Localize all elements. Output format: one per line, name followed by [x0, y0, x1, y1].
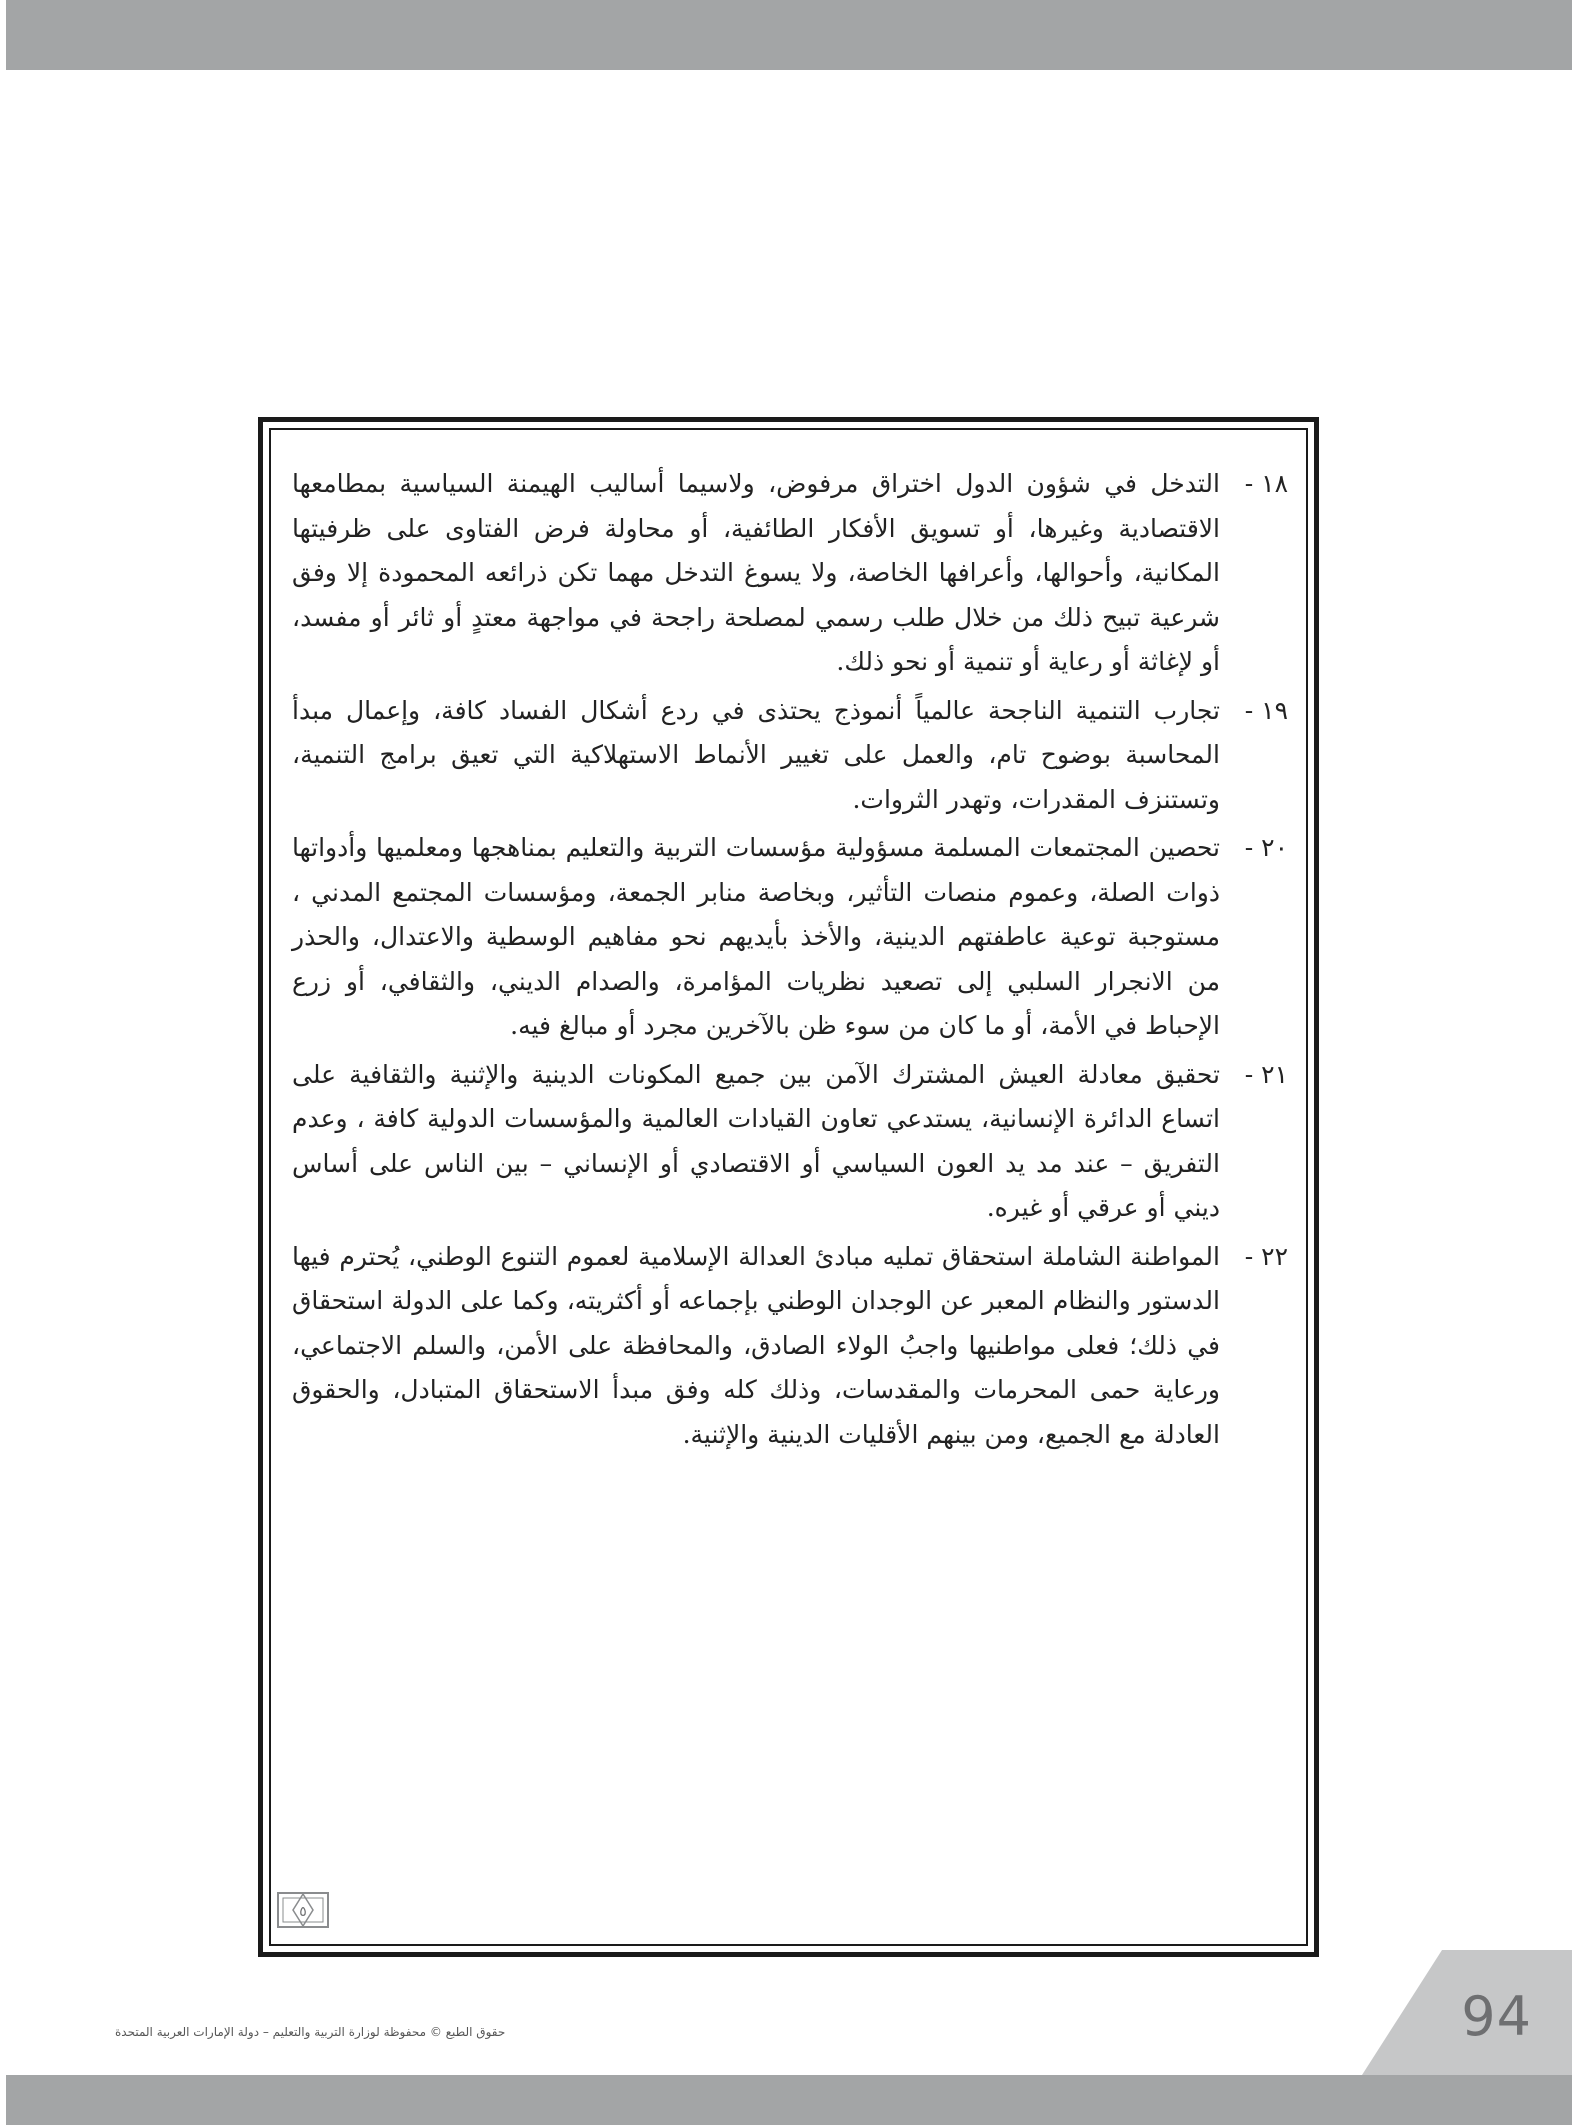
- item-number: ١٨ -: [1244, 469, 1288, 498]
- item-text: تحصين المجتمعات المسلمة مسؤولية مؤسسات التربية والتعليم بمناهجها ومعلميها وأدواتها ذوات الصلة، وعموم منصات التأثير، وبخاصة منابر الجمعة، ومؤسسات المجتمع المدني ، مستوجبة توعية عاطفتهم الدينية، والأخذ بأيديهم نحو مفاهيم الوسطية والاعتدال، والحذر من الانجرار السلبي إلى تصعيد نظريات المؤامرة، والصدام الديني، والثقافي، أو زرع الإحباط في الأمة، أو ما كان من سوء ظن بالآخرين مجرد أو مبالغ فيه.: [292, 833, 1220, 1040]
- ornament-glyph: ٥: [299, 1904, 307, 1920]
- top-header-bar: [6, 0, 1572, 70]
- list-item-22: [292, 1235, 1288, 1458]
- list-item-18: [292, 462, 1288, 685]
- item-number: ٢٢ -: [1244, 1241, 1288, 1271]
- bottom-footer-bar: [6, 2075, 1572, 2125]
- item-text: التدخل في شؤون الدول اختراق مرفوض، ولاسيما أساليب الهيمنة السياسية بمطامعها الاقتصادية وغيرها، أو تسويق الأفكار الطائفية، أو محاولة فرض الفتاوى على ظرفيتها المكانية، وأحوالها، وأعرافها الخاصة، ولا يسوغ التدخل مهما تكن ذرائعه المحمودة إلا وفق شرعية تبيح ذلك من خلال طلب رسمي لمصلحة راجحة في مواجهة معتدٍ أو ثائر أو مفسد، أو لإغاثة أو رعاية أو تنمية أو نحو ذلك.: [292, 469, 1220, 676]
- item-text: تجارب التنمية الناجحة عالمياً أنموذج يحتذى في ردع أشكال الفساد كافة، وإعمال مبدأ المحاسبة بوضوح تام، والعمل على تغيير الأنماط الاستهلاكية التي تعيق برامج التنمية، وتستنزف المقدرات، وتهدر الثروات.: [292, 695, 1220, 814]
- page-number: 94: [1461, 1985, 1532, 2048]
- ornament-icon: [275, 1890, 331, 1930]
- list-item-21: [292, 1053, 1288, 1231]
- list-item-20: [292, 826, 1288, 1049]
- article-body: [292, 462, 1288, 1461]
- item-text: المواطنة الشاملة استحقاق تمليه مبادئ العدالة الإسلامية لعموم التنوع الوطني، يُحترم فيها الدستور والنظام المعبر عن الوجدان الوطني بإجماعه أو أكثريته، وكما على الدولة استحقاق في ذلك؛ فعلى مواطنيها واجبُ الولاء الصادق، والمحافظة على الأمن، والسلم الاجتماعي، ورعاية حمى المحرمات والمقدسات، وذلك كله وفق مبدأ الاستحقاق المتبادل، والحقوق العادلة مع الجميع، ومن بينهم الأقليات الدينية والإثنية.: [292, 1241, 1220, 1449]
- item-number: ١٩ -: [1244, 695, 1288, 725]
- item-text: تحقيق معادلة العيش المشترك الآمن بين جميع المكونات الدينية والإثنية والثقافية على اتساع الدائرة الإنسانية، يستدعي تعاون القيادات العالمية والمؤسسات الدولية كافة ، وعدم التفريق – عند مد يد العون السياسي أو الاقتصادي أو الإنساني – بين الناس على أساس ديني أو عرقي أو غيره.: [292, 1059, 1220, 1222]
- item-number: ٢١ -: [1244, 1059, 1288, 1089]
- copyright-notice: حقوق الطبع © محفوظة لوزارة التربية والتعليم – دولة الإمارات العربية المتحدة: [115, 2025, 506, 2039]
- list-item-19: [292, 689, 1288, 823]
- item-number: ٢٠ -: [1244, 833, 1288, 862]
